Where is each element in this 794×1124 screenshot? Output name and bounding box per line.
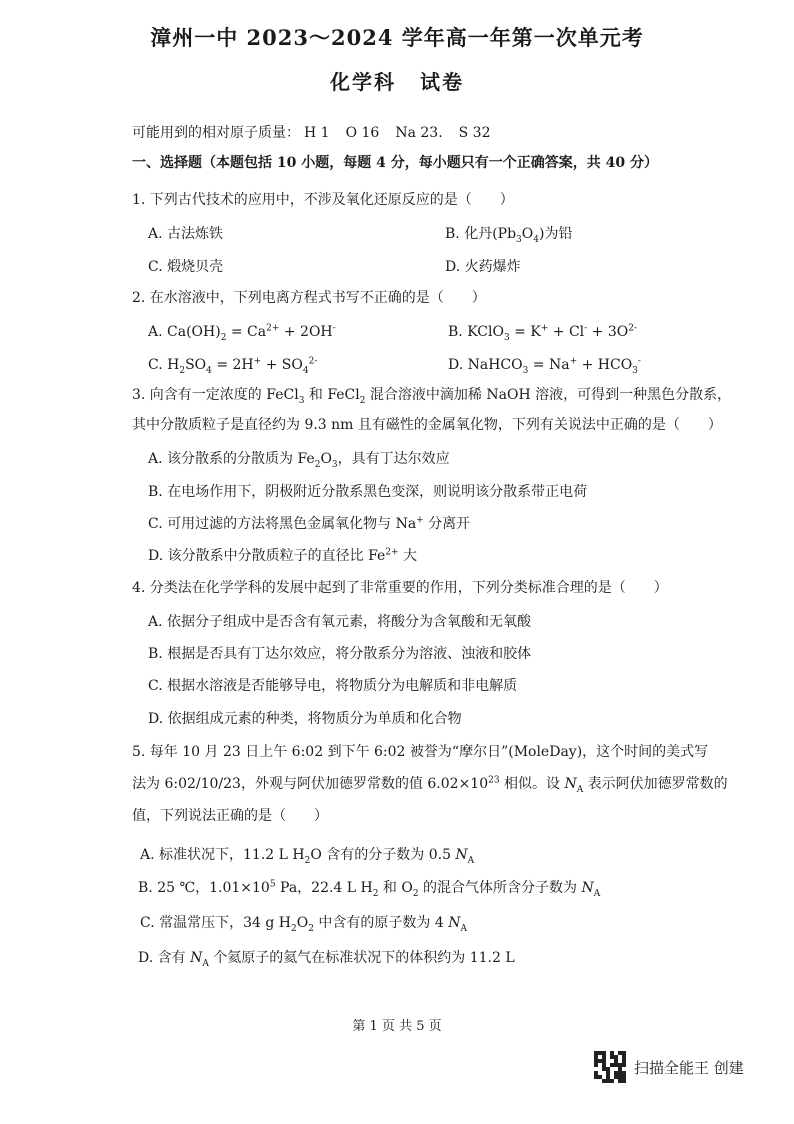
question-3-option-a: A. 该分散系的分散质为 $Fe_2O_3$，具有丁达尔效应 [148, 451, 450, 470]
question-1-option-d: D. 火药爆炸 [445, 259, 521, 275]
question-2-option-b: B. KClO$_3$ = $K^+ + Cl^- + 3O^{2-}$ [448, 323, 637, 343]
question-4-option-b: B. 根据是否具有丁达尔效应，将分散系分为溶液、浊液和胶体 [148, 646, 532, 662]
paper-label: 试卷 [420, 70, 464, 94]
scanner-watermark [594, 1051, 744, 1083]
question-2-stem: 2. 在水溶液中，下列电离方程式书写不正确的是（ ） [132, 290, 486, 306]
question-1-option-a: A. 古法炼铁 [148, 226, 224, 242]
question-4-option-a: A. 依据分子组成中是否含有氧元素，将酸分为含氧酸和无氧酸 [148, 614, 532, 630]
question-3-option-d: D. 该分散系中分散质粒子的直径比 $Fe^{2+}$ 大 [148, 547, 418, 564]
question-2-option-a: A. $Ca(OH)_2 = Ca^{2+} + 2OH^-$ [148, 323, 336, 343]
atomic-mass-label: 可能用到的相对原子质量： [132, 125, 300, 141]
page-number: 第 1 页 共 5 页 [352, 1019, 442, 1034]
atomic-mass-s: S 32 [458, 125, 491, 141]
question-4-option-d: D. 依据组成元素的种类，将物质分为单质和化合物 [148, 711, 462, 727]
question-2-option-d: D. NaHCO$_3$ = $Na^+ + HCO_3^-$ [448, 356, 641, 376]
atomic-mass-line [132, 123, 507, 143]
question-3-stem-line-2: 其中分散质粒子是直径约为 9.3 nm 且有磁性的金属氧化物，下列有关说法中正确的是（ ） [132, 417, 722, 433]
question-5-stem-line-1: 5. 每年 10 月 23 日上午 6:02 到下午 6:02 被誉为“摩尔日”(MoleDay)，这个时间的美式写 [132, 744, 709, 760]
question-5-stem-line-2: 法为 6:02/10/23，外观与阿伏加德罗常数的值 $6.02\times 10^{23}$ 相似。设 $N_A$ 表示阿伏加德罗常数的 [132, 775, 728, 795]
question-1-option-c: C. 煅烧贝壳 [148, 259, 224, 275]
exam-subtitle [0, 66, 794, 95]
question-5-option-c: C. 常温常压下，34 g $H_2O_2$ 中含有的原子数为 4 $N_A$ [140, 915, 467, 934]
subject-label: 化学科 [330, 70, 396, 94]
question-3-option-c: C. 可用过滤的方法将黑色金属氧化物与 Na+ 分离开 [148, 515, 471, 532]
question-5-stem-line-3: 值，下列说法正确的是（ ） [132, 808, 328, 824]
qr-code-icon [594, 1051, 626, 1083]
question-3-stem-line-1: 3. 向含有一定浓度的 FeCl$_3$ 和 FeCl$_2$ 混合溶液中滴加稀 NaOH 溶液，可得到一种黑色分散系， [132, 387, 732, 406]
watermark-text: 扫描全能王 创建 [634, 1058, 744, 1077]
question-4-stem: 4. 分类法在化学学科的发展中起到了非常重要的作用，下列分类标准合理的是（ ） [132, 580, 668, 596]
question-3-option-b: B. 在电场作用下，阴极附近分散系黑色变深，则说明该分散系带正电荷 [148, 484, 588, 500]
atomic-mass-na: Na 23. [395, 125, 443, 141]
question-5-option-d: D. 含有 $N_A$ 个氦原子的氦气在标准状况下的体积约为 11.2 L [138, 950, 515, 969]
question-2-option-c: C. $H_2SO_4 = 2H^+ + SO_4^{2-}$ [148, 356, 318, 376]
question-4-option-c: C. 根据水溶液是否能够导电，将物质分为电解质和非电解质 [148, 678, 518, 694]
exam-title: 漳州一中 2023～2024 学年高一年第一次单元考 [150, 25, 644, 50]
question-1-stem: 1. 下列古代技术的应用中，不涉及氧化还原反应的是（ ） [132, 192, 514, 208]
question-5-option-a: A. 标准状况下，11.2 L $H_2O$ 含有的分子数为 0.5 $N_A$ [140, 847, 475, 866]
atomic-mass-h: H 1 [304, 125, 330, 141]
question-5-option-b: B. 25 ℃，$1.01\times 10^5$ Pa，22.4 L $H_2$ 和 $O_2$ 的混合气体所含分子数为 $N_A$ [138, 879, 601, 899]
question-1-option-b: B. 化丹$(Pb_3O_4)$为铅 [445, 226, 573, 245]
section-heading: 一、选择题（本题包括 10 小题，每题 4 分，每小题只有一个正确答案，共 40 分） [132, 155, 658, 171]
atomic-mass-o: O 16 [345, 125, 380, 141]
